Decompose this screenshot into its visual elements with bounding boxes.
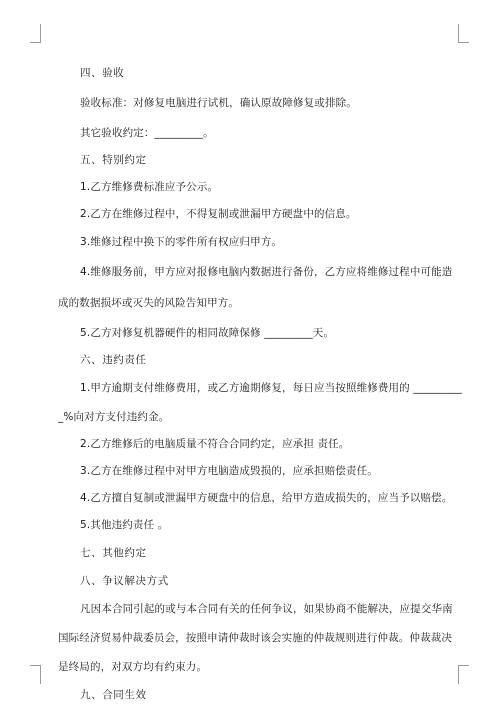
- breach-term-3: 3.乙方在维修过程中对甲方电脑造成毁损的，应承担赔偿责任。: [80, 465, 378, 477]
- section-heading-dispute: 八、争议解决方式: [80, 575, 169, 587]
- crop-mark-bottom-right: [458, 665, 469, 684]
- special-term-5: 5.乙方对修复机器硬件的相同故障保修 _________天。: [80, 327, 335, 339]
- crop-mark-top-left: [30, 24, 41, 43]
- breach-term-4: 4.乙方擅自复制或泄漏甲方硬盘中的信息，给甲方造成损失的，应当予以赔偿。: [80, 492, 453, 504]
- crop-mark-top-right: [458, 24, 469, 43]
- section-heading-breach: 六、违约责任: [80, 354, 147, 366]
- other-acceptance-terms: 其它验收约定：_________。: [80, 127, 214, 139]
- crop-mark-bottom-left: [30, 665, 41, 684]
- section-heading-acceptance: 四、验收: [80, 67, 125, 79]
- special-term-2: 2.乙方在维修过程中，不得复制或泄漏甲方硬盘中的信息。: [80, 208, 357, 220]
- breach-term-5: 5.其他违约责任 。: [80, 519, 169, 531]
- dispute-clause-line-2: 国际经济贸易仲裁委员会，按照申请仲裁时该会实施的仲裁规则进行仲裁。仲裁裁决: [58, 632, 453, 644]
- special-term-3: 3.维修过程中换下的零件所有权应归甲方。: [80, 236, 283, 248]
- acceptance-standard: 验收标准：对修复电脑进行试机，确认原故障修复或排除。: [80, 97, 357, 109]
- special-term-1: 1.乙方维修费标准应予公示。: [80, 181, 219, 193]
- breach-term-1-cont: _%向对方支付违约金。: [58, 411, 170, 423]
- breach-term-1: 1.甲方逾期支付维修费用，或乙方逾期修复，每日应当按照维修费用的 _________: [80, 382, 462, 394]
- special-term-4: 4.维修服务前，甲方应对报修电脑内数据进行备份，乙方应将维修过程中可能造: [80, 266, 453, 278]
- breach-term-2: 2.乙方维修后的电脑质量不符合合同约定，应承担 责任。: [80, 438, 350, 450]
- dispute-clause-line-1: 凡因本合同引起的或与本合同有关的任何争议，如果协商不能解决，应提交华南: [80, 603, 453, 615]
- special-term-4-cont: 成的数据损坏或灭失的风险告知甲方。: [58, 297, 240, 309]
- section-heading-special-terms: 五、特别约定: [80, 154, 147, 166]
- dispute-clause-line-3: 是终局的，对双方均有约束力。: [58, 661, 208, 673]
- section-heading-other-terms: 七、其他约定: [80, 547, 147, 559]
- section-heading-effectiveness: 九、合同生效: [80, 689, 147, 701]
